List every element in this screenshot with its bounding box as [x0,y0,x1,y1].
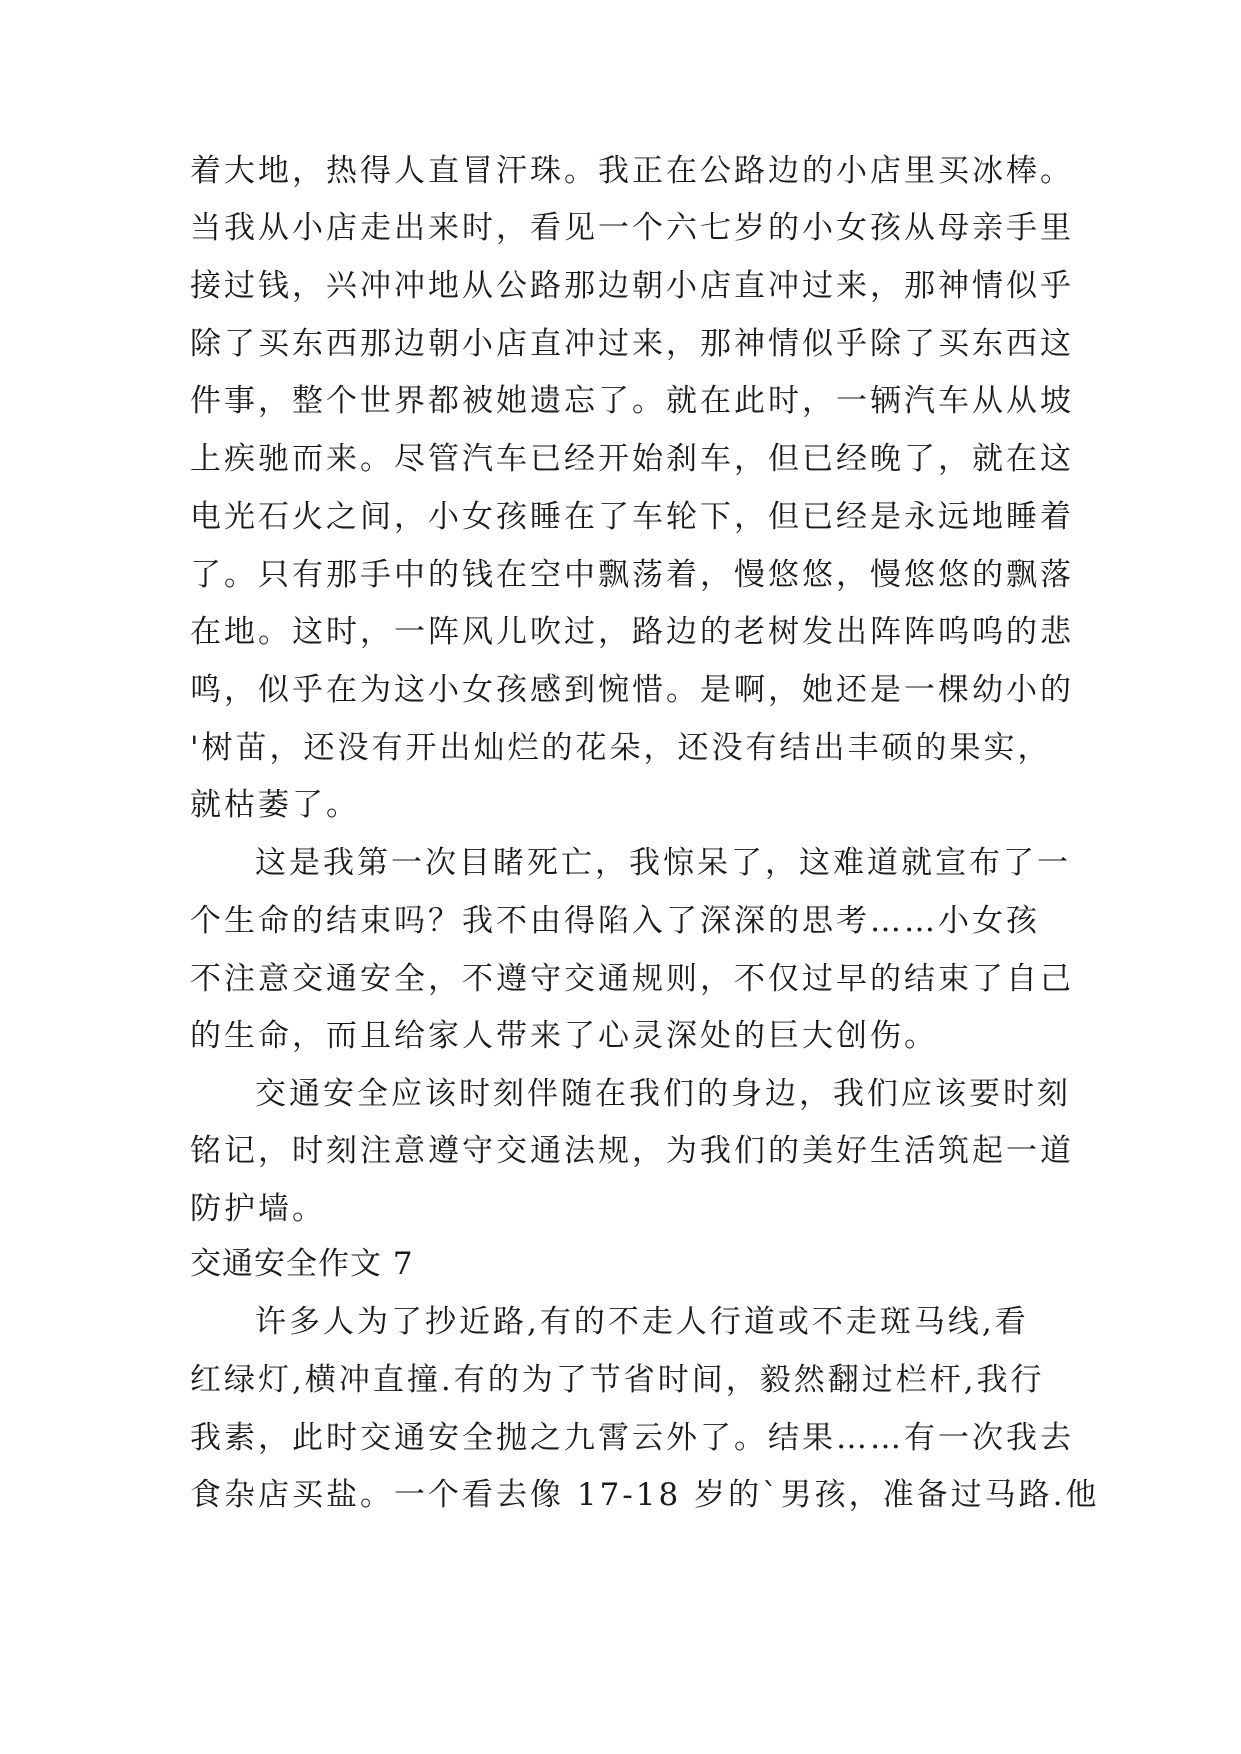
text-line: 接过钱，兴冲冲地从公路那边朝小店直冲过来，那神情似乎 [190,268,1074,304]
text-line: 件事，整个世界都被她遗忘了。就在此时，一辆汽车从从坡 [190,383,1074,419]
text-line: 就枯萎了。 [190,787,360,823]
paragraph-first-line: 这是我第一次目睹死亡，我惊呆了，这难道就宣布了一 [255,845,1071,881]
text-line: 的生命，而且给家人带来了心灵深处的巨大创伤。 [190,1018,938,1054]
text-line: 防护墙。 [190,1191,326,1227]
text-line: 个生命的结束吗？我不由得陷入了深深的思考……小女孩 [190,903,1040,939]
text-line: 电光石火之间，小女孩睡在了车轮下，但已经是永远地睡着 [190,499,1074,535]
text-line: '树苗，还没有开出灿烂的花朵，还没有结出丰硕的果实， [190,730,1052,766]
text-line: 不注意交通安全，不遵守交通规则，不仅过早的结束了自己 [190,961,1074,997]
text-line: 当我从小店走出来时，看见一个六七岁的小女孩从母亲手里 [190,210,1074,246]
text-line: 红绿灯,横冲直撞.有的为了节省时间，毅然翻过栏杆,我行 [190,1362,1045,1398]
text-line: 鸣，似乎在为这小女孩感到惋惜。是啊，她还是一棵幼小的 [190,672,1074,708]
text-line: 铭记，时刻注意遵守交通法规，为我们的美好生活筑起一道 [190,1133,1074,1169]
text-line: 除了买东西那边朝小店直冲过来，那神情似乎除了买东西这 [190,326,1074,362]
text-line: 我素，此时交通安全抛之九霄云外了。结果……有一次我去 [190,1420,1074,1456]
paragraph-first-line: 许多人为了抄近路,有的不走人行道或不走斑马线,看 [255,1304,1029,1340]
text-line: 上疾驰而来。尽管汽车已经开始刹车，但已经晚了，就在这 [190,441,1074,477]
paragraph-first-line: 交通安全应该时刻伴随在我们的身边，我们应该要时刻 [255,1076,1071,1112]
text-line: 在地。这时，一阵风儿吹过，路边的老树发出阵阵呜呜的悲 [190,614,1074,650]
text-line: 了。只有那手中的钱在空中飘荡着，慢悠悠，慢悠悠的飘落 [190,557,1074,593]
section-heading: 交通安全作文 7 [190,1246,414,1282]
text-line: 着大地，热得人直冒汗珠。我正在公路边的小店里买冰棒。 [190,153,1074,189]
text-line: 食杂店买盐。一个看去像 17-18 岁的`男孩，准备过马路.他 [190,1477,1100,1513]
